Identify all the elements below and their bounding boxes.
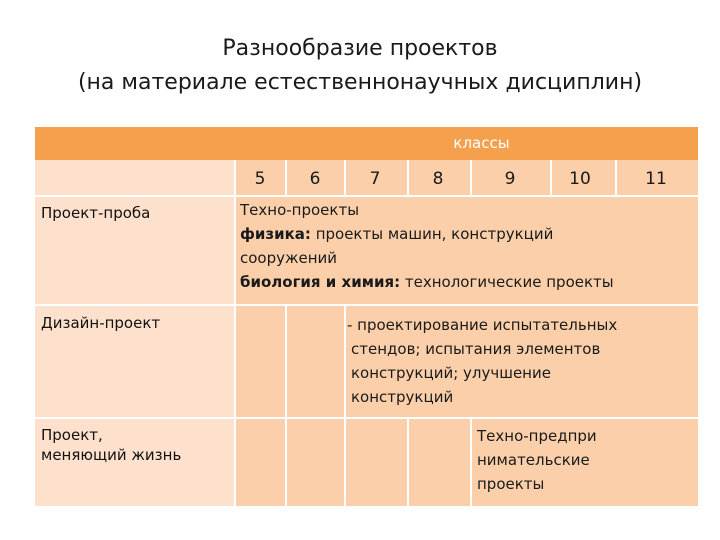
grade-row (235, 160, 698, 196)
grade-row-corner (35, 160, 235, 196)
grade-9: 9 (504, 169, 516, 189)
row-3-content (477, 424, 697, 496)
physics-text: проекты машин, конструкций (310, 225, 554, 243)
bio-term: биология и химия: (240, 273, 401, 291)
grid-line (407, 418, 409, 506)
grade-10: 10 (569, 169, 591, 189)
grid-line (35, 417, 698, 419)
grid-line (285, 418, 287, 506)
grid-line (407, 160, 409, 196)
grid-line (344, 160, 346, 196)
grades-header-label: классы (453, 134, 510, 152)
design-line-1: - проектирование испытательных (347, 316, 618, 334)
grade-6: 6 (309, 169, 321, 189)
grade-5: 5 (254, 169, 266, 189)
bio-line (240, 270, 695, 294)
row-1-content (240, 198, 695, 294)
enterprise-line-2: нимательские (477, 451, 590, 469)
grade-11: 11 (645, 169, 667, 189)
table-header (35, 127, 698, 160)
row-label-proba: Проект-проба (41, 204, 151, 222)
grid-line (550, 160, 552, 196)
title-line-1: Разнообразие проектов (222, 36, 498, 61)
physics-line (240, 222, 695, 246)
page-title (0, 32, 720, 100)
grid-line (344, 305, 346, 418)
row-label-life-line-2: меняющий жизнь (41, 446, 182, 464)
grid-line (344, 418, 346, 506)
grid-line (470, 418, 472, 506)
grid-line (470, 160, 472, 196)
physics-line-2: сооружений (240, 249, 338, 267)
physics-term: физика: (240, 225, 311, 243)
grade-7: 7 (369, 169, 381, 189)
row-2-content (347, 313, 697, 409)
projects-table (35, 127, 698, 506)
grid-line (285, 305, 287, 418)
design-line-3: конструкций; улучшение (351, 364, 551, 382)
enterprise-line-3: проекты (477, 475, 545, 493)
grid-line (615, 160, 617, 196)
bio-text: технологические проекты (400, 273, 614, 291)
grid-line (285, 160, 287, 196)
title-line-2: (на материале естественнонаучных дисциплин) (77, 70, 643, 95)
grid-line (35, 195, 698, 197)
enterprise-line-1: Техно-предпри (477, 427, 597, 445)
design-line-2: стендов; испытания элементов (351, 340, 601, 358)
techno-projects-heading: Техно-проекты (240, 201, 360, 219)
row-label-life (41, 425, 181, 465)
row-label-design: Дизайн-проект (41, 314, 161, 332)
design-line-4: конструкций (351, 388, 454, 406)
grade-8: 8 (432, 169, 444, 189)
row-label-life-line-1: Проект, (41, 426, 103, 444)
grid-line (35, 304, 698, 306)
grid-line (234, 160, 236, 506)
